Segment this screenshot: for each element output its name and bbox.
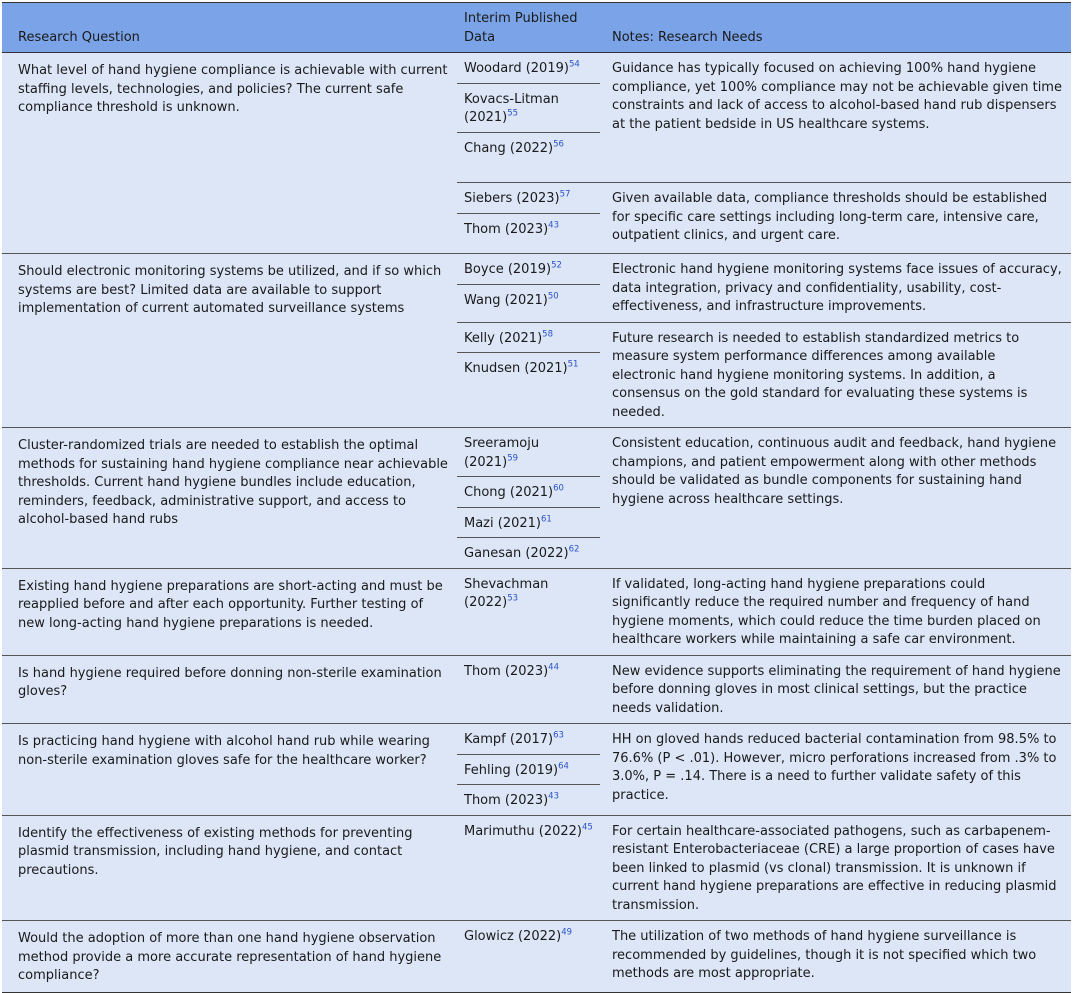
reference-number[interactable]: 64 bbox=[558, 761, 569, 772]
research-question-cell: Would the adoption of more than one hand hygiene observation method provide a more accurate representation of hand hygiene compliance? bbox=[2, 921, 457, 993]
research-notes-cell bbox=[605, 921, 1071, 993]
table-row bbox=[2, 53, 1071, 183]
reference-item bbox=[457, 323, 600, 354]
research-question-cell: What level of hand hygiene compliance is achievable with current staffing levels, technologies, and policies? The current safe compliance threshold is unknown. bbox=[18, 63, 448, 115]
reference-number[interactable]: 58 bbox=[542, 329, 553, 340]
research-notes-cell bbox=[605, 254, 1071, 323]
research-question-cell: Identify the effectiveness of existing methods for preventing plasmid transmission, including hand hygiene, and contact precautions. bbox=[2, 815, 457, 921]
research-notes-cell bbox=[605, 568, 1071, 655]
reference-author: Kampf (2017) bbox=[464, 732, 554, 747]
reference-author: Ganesan (2022) bbox=[464, 546, 569, 561]
research-note-text: Electronic hand hygiene monitoring systems face issues of accuracy, data integration, privacy and confidentiality, usability, cost-effectiveness, and infrastructure improvements. bbox=[612, 262, 1062, 314]
reference-author: Siebers (2023) bbox=[464, 191, 560, 206]
research-note-text: Future research is needed to establish standardized metrics to measure system performance differences among available electronic hand hygiene monitoring systems. In addition, a consensus on the gold standard for evaluating these systems is needed. bbox=[612, 330, 1028, 420]
reference-item bbox=[457, 353, 600, 383]
reference-item bbox=[457, 84, 600, 133]
research-notes-cell bbox=[605, 655, 1071, 724]
research-question-cell: Is hand hygiene required before donning non-sterile examination gloves? bbox=[2, 655, 457, 724]
reference-item bbox=[457, 183, 600, 214]
reference-item bbox=[457, 724, 600, 755]
reference-author: Boyce (2019) bbox=[464, 262, 552, 277]
reference-item bbox=[457, 755, 600, 786]
table-row bbox=[2, 724, 1071, 816]
reference-item bbox=[457, 53, 600, 84]
table-row bbox=[2, 921, 1071, 993]
reference-number[interactable]: 50 bbox=[547, 291, 559, 302]
interim-data-cell bbox=[457, 815, 605, 921]
reference-author: Chong (2021) bbox=[464, 485, 554, 500]
reference-item bbox=[457, 214, 600, 244]
reference-item bbox=[457, 477, 600, 508]
reference-number[interactable]: 43 bbox=[548, 791, 559, 802]
interim-data-cell bbox=[457, 724, 605, 816]
reference-number[interactable]: 54 bbox=[568, 59, 580, 70]
reference-item bbox=[457, 785, 600, 815]
research-note-text: New evidence supports eliminating the requirement of hand hygiene before donning gloves in most clinical settings, but the practice needs validation. bbox=[612, 663, 1061, 716]
reference-author: Woodard (2019) bbox=[464, 61, 569, 76]
reference-number[interactable]: 45 bbox=[581, 822, 593, 833]
interim-data-cell bbox=[457, 53, 605, 183]
reference-number[interactable]: 55 bbox=[507, 108, 519, 119]
interim-data-cell bbox=[457, 568, 605, 655]
research-notes-cell bbox=[605, 428, 1071, 569]
reference-author: Kelly (2021) bbox=[464, 330, 543, 346]
research-notes-cell bbox=[605, 815, 1071, 921]
research-note-text: Given available data, compliance thresholds should be established for specific care settings including long-term care, intensive care, outpatient clinics, and urgent care. bbox=[612, 191, 1048, 243]
reference-item bbox=[457, 569, 600, 617]
reference-number[interactable]: 43 bbox=[548, 220, 559, 231]
research-needs-table bbox=[2, 2, 1071, 993]
reference-number[interactable]: 60 bbox=[553, 483, 564, 494]
reference-author: Thom (2023) bbox=[464, 663, 549, 679]
table-row bbox=[2, 815, 1071, 921]
reference-author: Knudsen (2021) bbox=[464, 361, 568, 376]
reference-author: Marimuthu (2022) bbox=[464, 823, 582, 839]
reference-number[interactable]: 59 bbox=[507, 453, 519, 464]
reference-author: Mazi (2021) bbox=[464, 515, 541, 531]
reference-author: Chang (2022) bbox=[464, 140, 554, 156]
reference-author: Kovacs-Litman (2021) bbox=[464, 91, 559, 125]
reference-number[interactable]: 57 bbox=[559, 189, 571, 200]
reference-author: Thom (2023) bbox=[464, 793, 549, 808]
reference-item bbox=[457, 285, 600, 315]
reference-item bbox=[457, 254, 600, 285]
header-notes-research-needs: Notes: Research Needs bbox=[605, 3, 1071, 53]
table-row bbox=[2, 254, 1071, 323]
table-row bbox=[2, 428, 1071, 569]
research-question-cell: Cluster-randomized trials are needed to establish the optimal methods for sustaining hand hygiene compliance near achievable thresholds. Current hand hygiene bundles include education, reminders, feedback, administrative support, and access to alcohol-based hand rubs bbox=[2, 428, 457, 569]
interim-data-cell bbox=[457, 183, 605, 254]
research-question-cell: Should electronic monitoring systems be utilized, and if so which systems are best? Limited data are available to support implementation of current automated surveillance systems bbox=[2, 254, 457, 428]
reference-author: Fehling (2019) bbox=[464, 762, 559, 778]
reference-item bbox=[457, 133, 600, 163]
reference-number[interactable]: 44 bbox=[548, 662, 559, 673]
reference-number[interactable]: 52 bbox=[551, 260, 562, 271]
interim-data-cell bbox=[457, 322, 605, 428]
reference-item bbox=[457, 816, 600, 846]
research-note-text: Consistent education, continuous audit and feedback, hand hygiene champions, and patient empowerment along with other methods should be validated as bundle components for sustaining hand hygiene across healthcare settings. bbox=[612, 436, 1057, 507]
reference-number[interactable]: 51 bbox=[567, 359, 579, 370]
research-question-cell: Is practicing hand hygiene with alcohol hand rub while wearing non-sterile examination gloves safe for the healthcare worker? bbox=[2, 724, 457, 816]
research-question-cell: Existing hand hygiene preparations are short-acting and must be reapplied before and after each opportunity. Further testing of new long-acting hand hygiene preparations is needed. bbox=[2, 568, 457, 655]
research-note-text: Guidance has typically focused on achieving 100% hand hygiene compliance, yet 100% compliance may not be achievable given time constraints and lack of access to alcohol-based hand rub dispensers at the patient bedside in US healthcare systems. bbox=[612, 61, 1062, 132]
reference-number[interactable]: 49 bbox=[561, 927, 573, 938]
reference-number[interactable]: 53 bbox=[507, 593, 519, 604]
reference-item bbox=[457, 508, 600, 539]
research-note-text: For certain healthcare-associated pathogens, such as carbapenem-resistant Enterobacteriaceae (CRE) a large proportion of cases have been linked to plasmid (vs clonal) transmission. It is unknown if current hand hygiene preparations are effective in reducing plasmid transmission. bbox=[612, 823, 1057, 913]
reference-item bbox=[457, 921, 600, 951]
reference-author: Thom (2023) bbox=[464, 221, 549, 237]
table-row bbox=[2, 655, 1071, 724]
reference-item bbox=[457, 428, 600, 477]
reference-item bbox=[457, 538, 600, 568]
research-note-text: The utilization of two methods of hand hygiene surveillance is recommended by guidelines, though it is not specified which two methods are most appropriate. bbox=[612, 929, 1037, 981]
reference-author: Shevachman (2022) bbox=[464, 576, 549, 610]
reference-number[interactable]: 61 bbox=[540, 514, 552, 525]
research-note-text: HH on gloved hands reduced bacterial contamination from 98.5% to 76.6% (P < .01). However, micro perforations increased from .3% to 3.0%, P = .14. There is a need to further validate safety of this practice. bbox=[612, 732, 1057, 803]
research-note-text: If validated, long-acting hand hygiene preparations could significantly reduce the required number and frequency of hand hygiene moments, which could reduce the time burden placed on healthcare workers while maintaining a safe car environment. bbox=[612, 576, 1041, 647]
table-row bbox=[2, 568, 1071, 655]
reference-number[interactable]: 63 bbox=[553, 730, 564, 741]
research-notes-cell bbox=[605, 322, 1071, 428]
header-interim-published-data: Interim Published Data bbox=[457, 3, 605, 53]
interim-data-cell bbox=[457, 921, 605, 993]
reference-item bbox=[457, 656, 600, 686]
interim-data-cell bbox=[457, 655, 605, 724]
research-notes-cell bbox=[605, 724, 1071, 816]
interim-data-cell bbox=[457, 254, 605, 323]
reference-author: Sreeramoju (2021) bbox=[464, 436, 540, 470]
research-notes-cell bbox=[605, 53, 1071, 183]
research-notes-cell bbox=[605, 183, 1071, 254]
header-research-question: Research Question bbox=[2, 3, 457, 53]
reference-author: Wang (2021) bbox=[464, 292, 548, 308]
reference-number[interactable]: 62 bbox=[568, 544, 580, 555]
header-row bbox=[2, 3, 1071, 53]
reference-number[interactable]: 56 bbox=[553, 139, 564, 150]
interim-data-cell bbox=[457, 428, 605, 569]
reference-author: Glowicz (2022) bbox=[464, 929, 562, 944]
